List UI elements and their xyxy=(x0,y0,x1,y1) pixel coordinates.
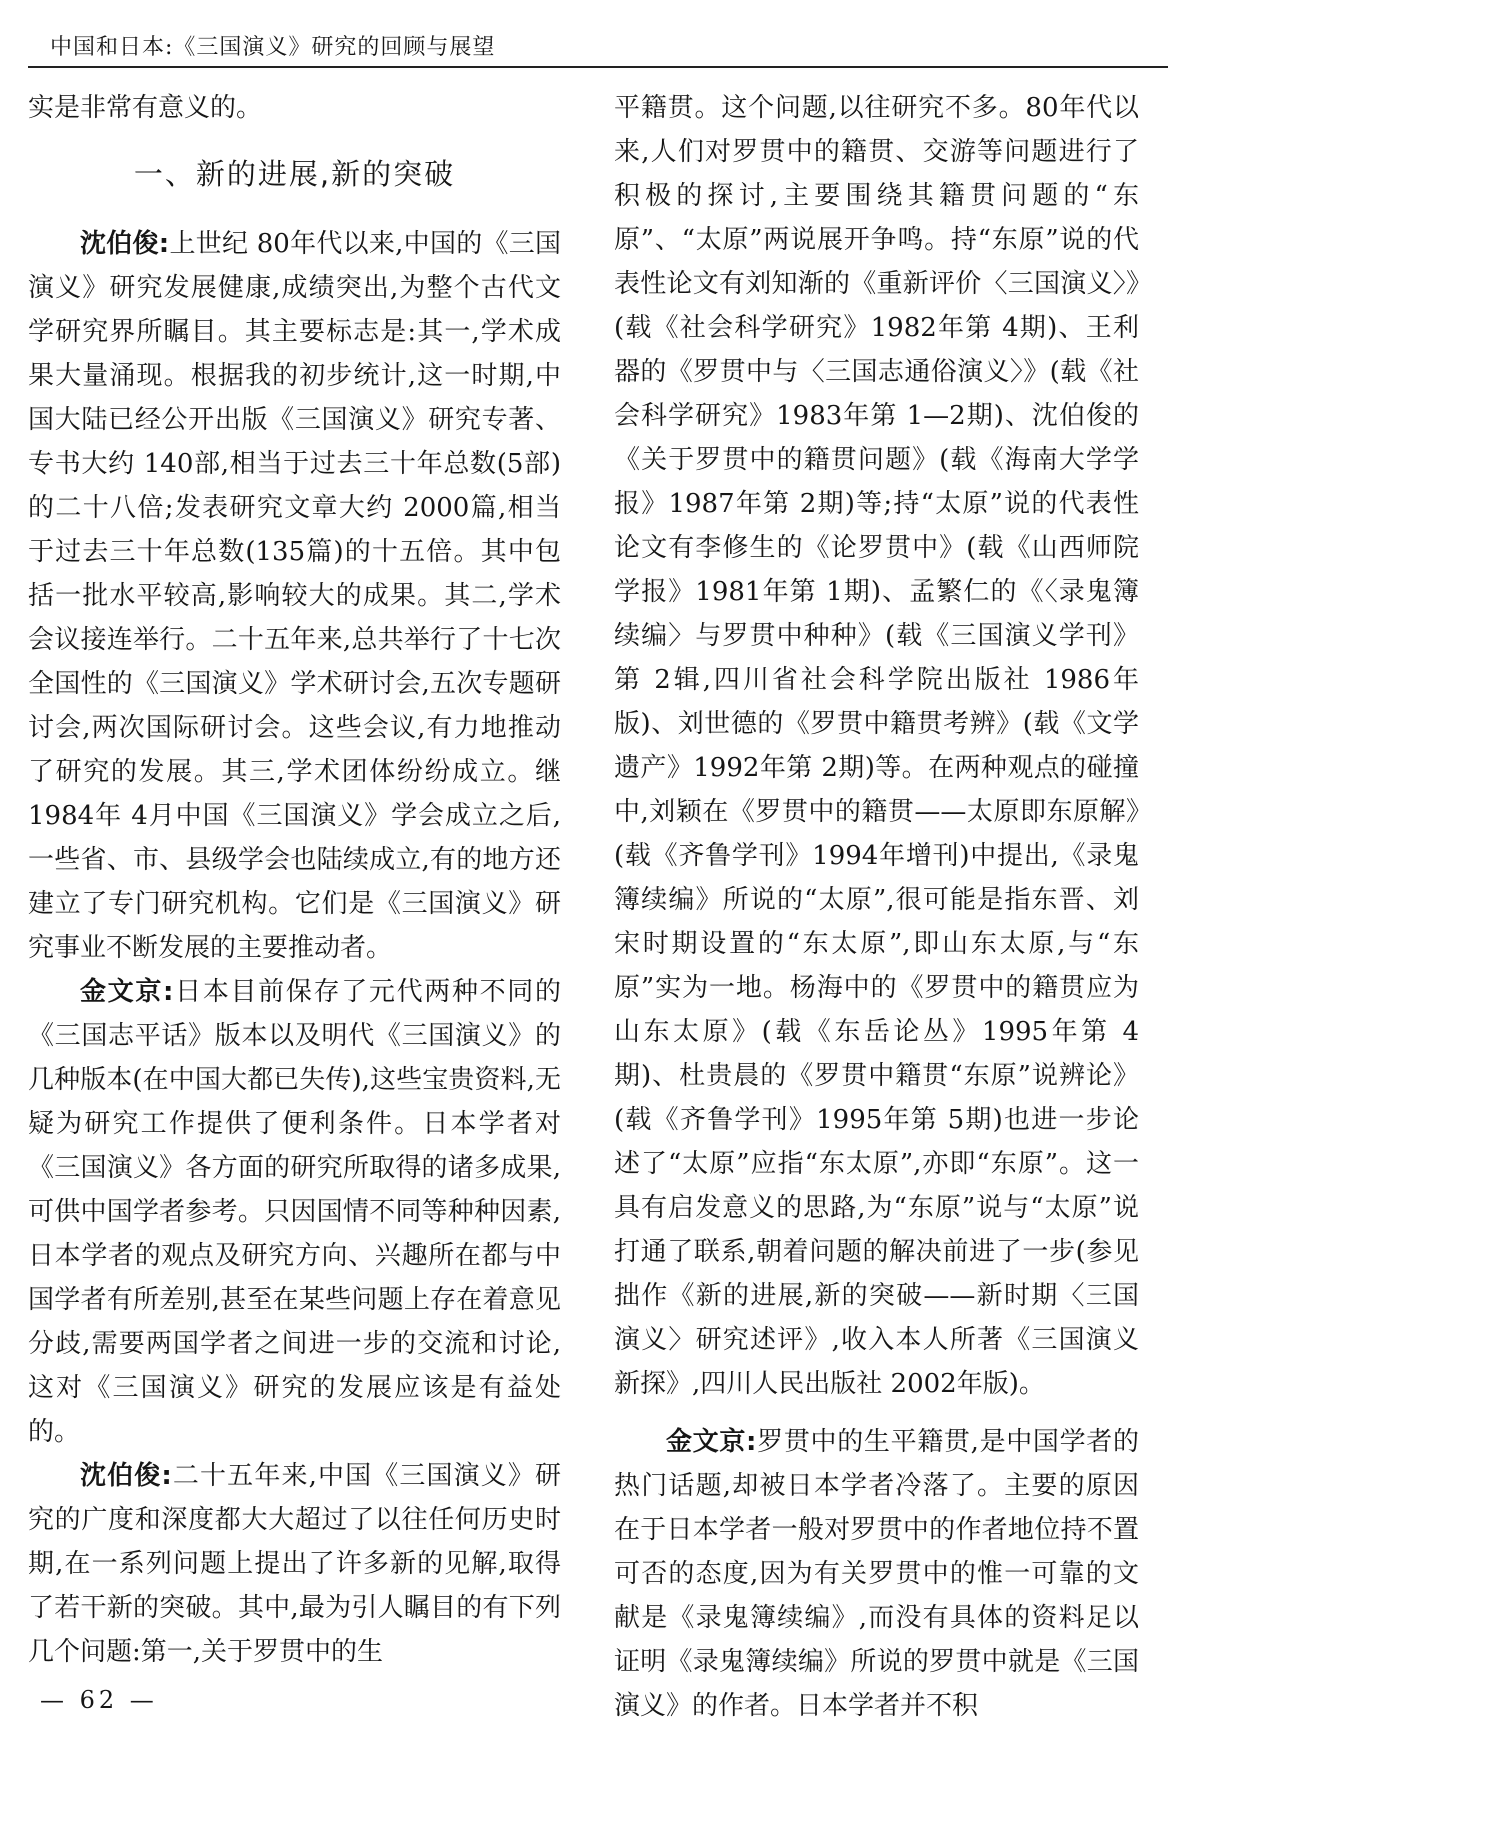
page-number: — 62 — xyxy=(40,1686,158,1714)
speaker-name: 金文京: xyxy=(80,977,174,1007)
continued-paragraph: 实是非常有意义的。 xyxy=(28,93,263,123)
paragraph-text: 上世纪 80年代以来,中国的《三国演义》研究发展健康,成绩突出,为整个古代文学研究界所瞩目。其主要标志是:其一,学术成果大量涌现。根据我的初步统计,这一时期,中国大陆已经公开出版《三国演义》研究专著、专书大约 140部,相当于过去三十年总数(5部)的二十八倍;发表研究文章大约 2000篇,相当于过去三十年总数(135篇)的十五倍。其中包括一批水平较高,影响较大的成果。其二,学术会议接连举行。二十五年来,总共举行了十七次全国性的《三国演义》学术研讨会,五次专题研讨会,两次国际研讨会。这些会议,有力地推动了研究的发展。其三,学术团体纷纷成立。继 1984年 4月中国《三国演义》学会成立之后,一些省、市、县级学会也陆续成立,有的地方还建立了专门研究机构。它们是《三国演义》研究事业不断发展的主要推动者。 xyxy=(28,229,561,963)
dialogue-paragraph xyxy=(28,222,561,970)
continued-paragraph: 平籍贯。这个问题,以往研究不多。80年代以来,人们对罗贯中的籍贯、交游等问题进行了积极的探讨,主要围绕其籍贯问题的“东原”、“太原”两说展开争鸣。持“东原”说的代表性论文有刘知渐的《重新评价〈三国演义〉》(载《社会科学研究》1982年第 4期)、王利器的《罗贯中与〈三国志通俗演义〉》(载《社会科学研究》1983年第 1—2期)、沈伯俊的《关于罗贯中的籍贯问题》(载《海南大学学报》1987年第 2期)等;持“太原”说的代表性论文有李修生的《论罗贯中》(载《山西师院学报》1981年第 1期)、孟繁仁的《〈录鬼簿续编〉与罗贯中种种》(载《三国演义学刊》第 2辑,四川省社会科学院出版社 1986年版)、刘世德的《罗贯中籍贯考辨》(载《文学遗产》1992年第 2期)等。在两种观点的碰撞中,刘颖在《罗贯中的籍贯——太原即东原解》(载《齐鲁学刊》1994年增刊)中提出,《录鬼簿续编》所说的“太原”,很可能是指东晋、刘宋时期设置的“东太原”,即山东太原,与“东原”实为一地。杨海中的《罗贯中的籍贯应为山东太原》(载《东岳论丛》1995年第 4期)、杜贵晨的《罗贯中籍贯“东原”说辨论》(载《齐鲁学刊》1995年第 5期)也进一步论述了“太原”应指“东太原”,亦即“东原”。这一具有启发意义的思路,为“东原”说与“太原”说打通了联系,朝着问题的解决前进了一步(参见拙作《新的进展,新的突破——新时期〈三国演义〉研究述评》,收入本人所著《三国演义新探》,四川人民出版社 2002年版)。 xyxy=(614,93,1139,1399)
dialogue-paragraph xyxy=(614,1420,1139,1728)
paragraph-text: 二十五年来,中国《三国演义》研究的广度和深度都大大超过了以往任何历史时期,在一系列问题上提出了许多新的见解,取得了若干新的突破。其中,最为引人瞩目的有下列几个问题:第一,关于罗贯中的生 xyxy=(28,1461,562,1667)
section-heading: 一、新的进展,新的突破 xyxy=(133,157,456,191)
speaker-name: 沈伯俊: xyxy=(80,229,170,259)
dialogue-paragraph xyxy=(28,970,561,1454)
paragraph-text: 罗贯中的生平籍贯,是中国学者的热门话题,却被日本学者冷落了。主要的原因在于日本学者一般对罗贯中的作者地位持不置可否的态度,因为有关罗贯中的惟一可靠的文献是《录鬼簿续编》,而没有具体的资料足以证明《录鬼簿续编》所说的罗贯中就是《三国演义》的作者。日本学者并不积 xyxy=(614,1427,1139,1721)
running-header-title: 中国和日本:《三国演义》研究的回顾与展望 xyxy=(50,35,496,60)
left-column xyxy=(28,86,561,1674)
right-column xyxy=(614,86,1139,1728)
speaker-name: 沈伯俊: xyxy=(80,1461,172,1491)
paragraph-text: 日本目前保存了元代两种不同的《三国志平话》版本以及明代《三国演义》的几种版本(在中国大都已失传),这些宝贵资料,无疑为研究工作提供了便利条件。日本学者对《三国演义》各方面的研究所取得的诸多成果,可供中国学者参考。只因国情不同等种种因素,日本学者的观点及研究方向、兴趣所在都与中国学者有所差别,甚至在某些问题上存在着意见分歧,需要两国学者之间进一步的交流和讨论,这对《三国演义》研究的发展应该是有益处的。 xyxy=(28,977,561,1447)
running-header xyxy=(28,22,1168,68)
speaker-name: 金文京: xyxy=(666,1427,757,1457)
dialogue-paragraph xyxy=(28,1454,561,1674)
